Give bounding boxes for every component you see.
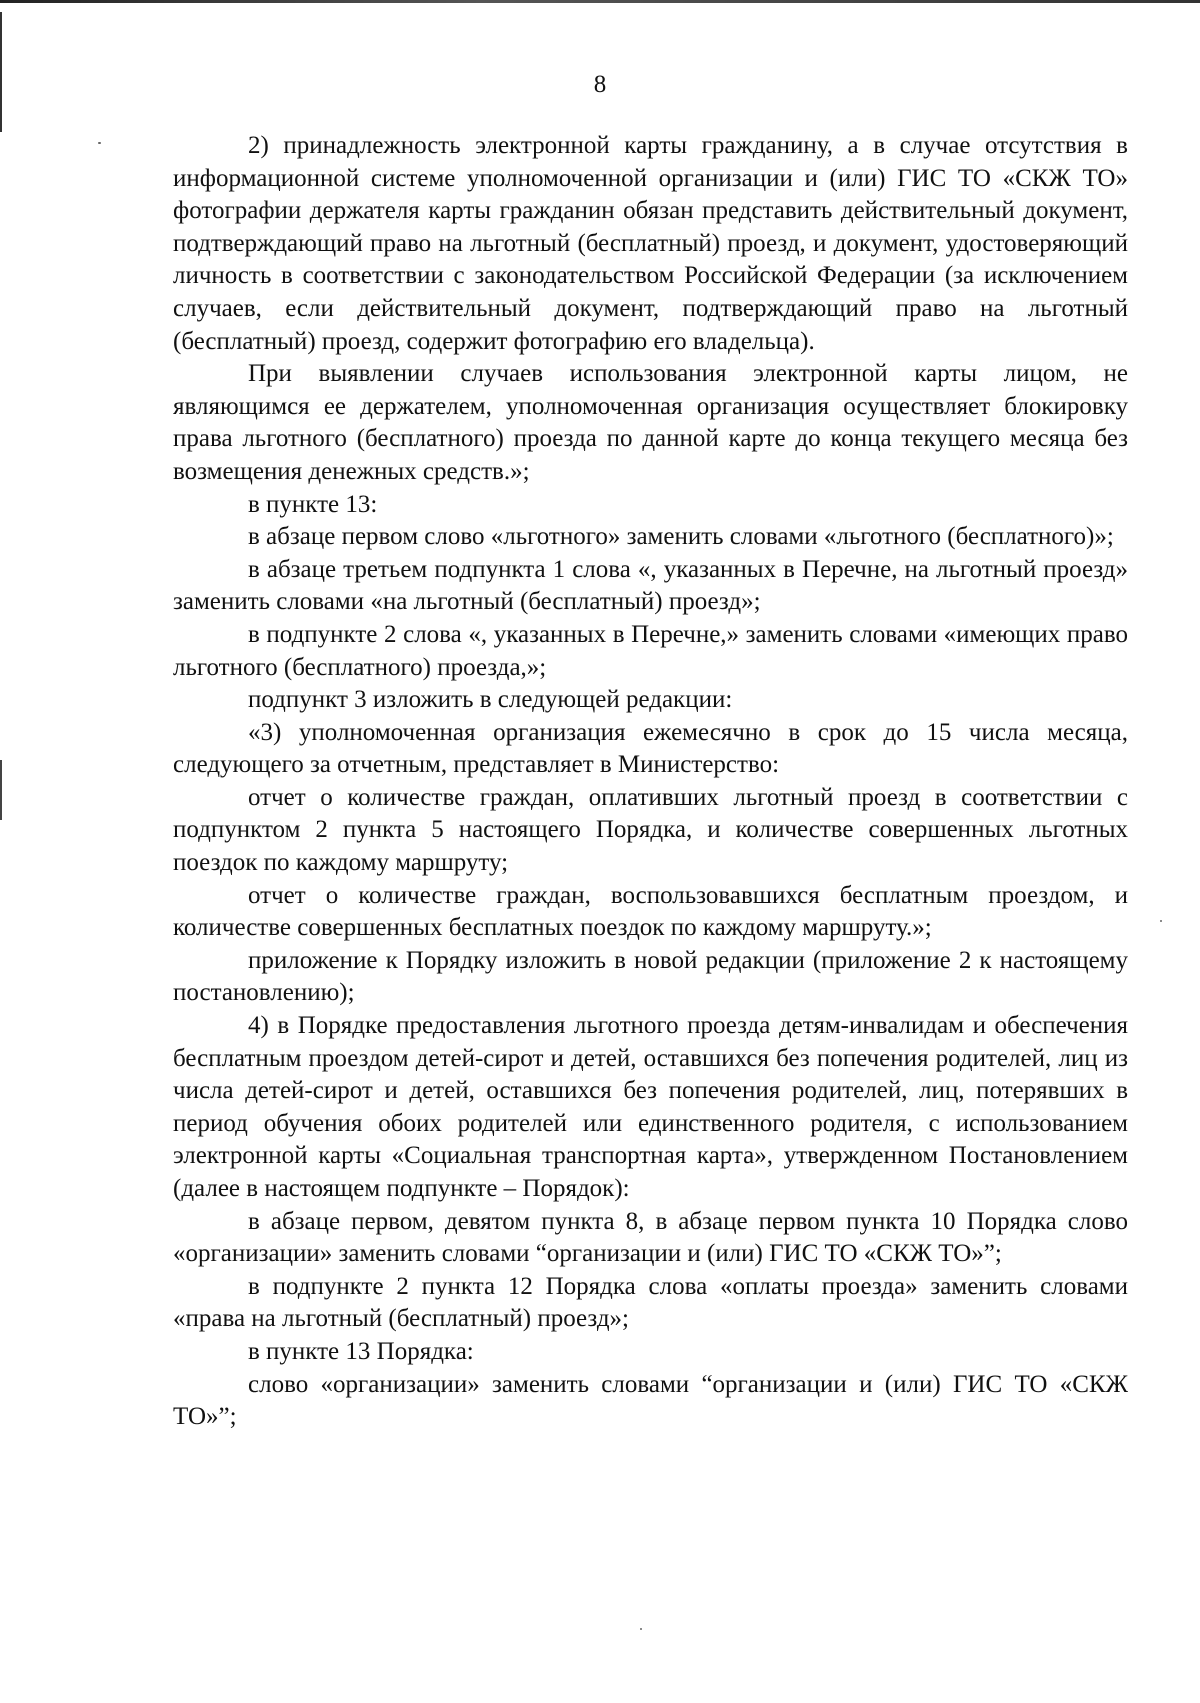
paragraph: отчет о количестве граждан, воспользовавшихся бесплатным проездом, и количестве совершенных бесплатных поездок по каждому маршруту.»;: [173, 881, 1128, 942]
paragraph: в подпункте 2 пункта 12 Порядка слова «оплаты проезда» заменить словами «права на льготный (бесплатный) проезд»;: [173, 1272, 1128, 1333]
paragraph: 4) в Порядке предоставления льготного проезда детям-инвалидам и обеспечения бесплатным проездом детей-сирот и детей, оставшихся без попечения родителей, лиц из числа детей-сирот и детей, оставшихся без попечения родителей, лиц, потерявших в период обучения обоих родителей или единственного родителя, с использованием электронной карты «Социальная транспортная карта», утвержденном Постановлением (далее в настоящем подпункте – Порядок):: [173, 1012, 1128, 1202]
paragraph: в пункте 13 Порядка:: [248, 1337, 474, 1365]
paragraph: в абзаце третьем подпункта 1 слова «, указанных в Перечне, на льготный проезд» заменить словами «на льготный (бесплатный) проезд»;: [173, 555, 1128, 616]
scan-edge-left-mark: [0, 760, 2, 820]
paragraph: 2) принадлежность электронной карты гражданину, а в случае отсутствия в информационной системе уполномоченной организации и (или) ГИС ТО «СКЖ ТО» фотографии держателя карты гражданин обязан представить действительный документ, подтверждающий право на льготный (бесплатный) проезд, и документ, удостоверяющий личность в соответствии с законодательством Российской Федерации (за исключением случаев, если действительный документ, подтверждающий право на льготный (бесплатный) проезд, содержит фотографию его владельца).: [173, 132, 1128, 355]
document-body: [173, 130, 1128, 1434]
paragraph: При выявлении случаев использования электронной карты лицом, не являющимся ее держателем, уполномоченная организация осуществляет блокировку права льготного (бесплатного) проезда по данной карте до конца текущего месяца без возмещения денежных средств.»;: [173, 360, 1128, 485]
paragraph: в пункте 13:: [248, 490, 378, 518]
paragraph: в абзаце первом, девятом пункта 8, в абзаце первом пункта 10 Порядка слово «организации» заменить словами “организации и (или) ГИС ТО «СКЖ ТО»”;: [173, 1207, 1128, 1268]
paragraph: в подпункте 2 слова «, указанных в Перечне,» заменить словами «имеющих право льготного (бесплатного) проезда,»;: [173, 620, 1128, 681]
scan-edge-top: [0, 0, 1200, 3]
paragraph: слово «организации» заменить словами “организации и (или) ГИС ТО «СКЖ ТО»”;: [173, 1370, 1128, 1431]
scan-speck: [640, 1628, 642, 1630]
paragraph: в абзаце первом слово «льготного» заменить словами «льготного (бесплатного)»;: [248, 523, 1114, 551]
scan-speck: [98, 142, 101, 144]
paragraph: приложение к Порядку изложить в новой редакции (приложение 2 к настоящему постановлению);: [173, 946, 1128, 1007]
paragraph: «3) уполномоченная организация ежемесячно в срок до 15 числа месяца, следующего за отчетным, представляет в Министерство:: [173, 718, 1128, 779]
paragraph: подпункт 3 изложить в следующей редакции:: [248, 686, 733, 714]
scan-speck: [1160, 920, 1162, 922]
page-number: 8: [593, 71, 607, 98]
paragraph: отчет о количестве граждан, оплативших льготный проезд в соответствии с подпунктом 2 пункта 5 настоящего Порядка, и количестве совершенных льготных поездок по каждому маршруту;: [173, 783, 1128, 877]
